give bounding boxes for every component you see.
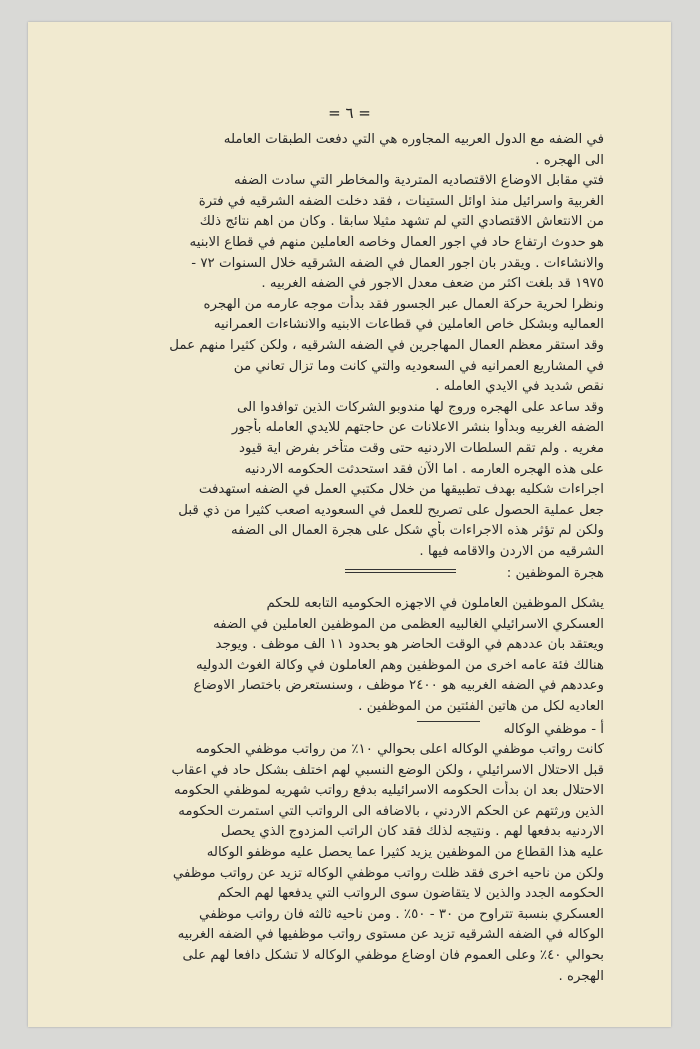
text-line: يشكل الموظفين العاملون في الاجهزه الحكوميه التابعه للحكم xyxy=(266,596,604,611)
text-line: اجراءات شكليه بهدف تطبيقها من خلال مكتبي العمل في الضفه استهدفت xyxy=(198,482,604,498)
text-line: جعل عملية الحصول على تصريح للعمل في السعوديه اصعب كثيرا من ذي قبل xyxy=(178,502,604,518)
text-line: هو حدوث ارتفاع حاد في اجور العمال وخاصه العاملين منهم في قطاع الابنيه xyxy=(189,234,604,250)
heading-text: هجرة الموظفين : xyxy=(506,566,604,582)
text-line: الى الهجره . xyxy=(535,152,604,168)
single-rule xyxy=(417,721,480,722)
paragraph-5 xyxy=(96,594,604,718)
text-line: في الضفه مع الدول العربيه المجاوره هي التي دفعت الطبقات العامله xyxy=(223,132,604,147)
paragraph-3 xyxy=(96,295,604,398)
paragraph-1 xyxy=(96,130,604,171)
section-heading-employees xyxy=(96,562,604,584)
text-line: الوكاله في الضفه الشرقيه تزيد عن مستوى رواتب موظفيها في الضفه الغربيه xyxy=(177,927,604,943)
text-line: والانشاءات . ويقدر بان اجور العمال في الضفه الشرقيه خلال السنوات ٧٢ - xyxy=(191,255,604,271)
text-line: العسكري بنسبة تتراوح من ٣٠ - ٥٠٪ . ومن ناحيه ثالثه فان رواتب موظفي xyxy=(199,906,604,922)
paragraph-6 xyxy=(96,740,604,987)
text-line: وقد ساعد على الهجره وروج لها مندوبو الشركات الذين توافدوا الى xyxy=(236,399,604,415)
page-number: = ٦ = xyxy=(328,104,371,122)
text-line: ولكن لم تؤثر هذه الاجراءات بأي شكل على هجرة العمال الى الضفه xyxy=(230,523,604,539)
text-line: نقص شديد في الايدي العامله . xyxy=(435,379,604,395)
text-line: بحوالي ٤٠٪ وعلى العموم فان اوضاع موظفي الوكاله لا تشكل دافعا لهم على xyxy=(182,947,604,963)
text-line: كانت رواتب موظفي الوكاله اعلى بحوالي ١٠٪ من رواتب موظفي الحكومه xyxy=(195,742,604,757)
text-line: الحكومه الجدد والذين لا يتقاضون سوى الرواتب التي يدفعها لهم الحكم xyxy=(217,886,604,902)
text-line: العسكري الاسرائيلي الغالبيه العظمى من الموظفين العاملين في الضفه xyxy=(213,616,604,632)
text-line: في المشاريع العمرانيه في السعوديه والتي كانت وما تزال تعاني من xyxy=(233,358,604,374)
text-block-top xyxy=(96,130,604,584)
text-line: على هذه الهجره العارمه . اما الآن فقد استحدثت الحكومه الاردنيه xyxy=(244,461,604,477)
text-block-bottom xyxy=(96,740,604,987)
text-line: ويعتقد بان عددهم في الوقت الحاضر هو بحدود ١١ الف موظف . ويوجد xyxy=(215,637,604,653)
text-line: الشرقيه من الاردن والاقامه فيها . xyxy=(419,543,604,559)
text-line: الاحتلال بعد ان بدأت الحكومه الاسرائيليه بدفع رواتب شهريه لموظفي الحكومه xyxy=(174,783,604,799)
paragraph-4 xyxy=(96,398,604,563)
text-line: وقد استقر معظم العمال المهاجرين في الضفه الشرقيه ، ولكن كثيرا منهم عمل xyxy=(169,337,604,353)
text-line: الضفه الغربيه وبدأوا بنشر الاعلانات عن حاجتهم للايدي العامله بأجور xyxy=(231,420,604,436)
section-heading-agency xyxy=(96,718,604,740)
text-line: العماليه وبشكل خاص العاملين في قطاعات الابنيه والانشاءات العمرانيه xyxy=(213,317,604,333)
text-line: قبل الاحتلال الاسرائيلي ، ولكن الوضع النسبي لهم اختلف بشكل حاد في اعقاب xyxy=(171,762,604,778)
text-line: العاديه لكل من هاتين الفئتين من الموظفين . xyxy=(358,698,604,714)
text-line: الذين ورثتهم عن الحكم الاردني ، بالاضافه الى الرواتب التي استمرت الحكومه xyxy=(178,803,604,819)
text-line: فتي مقابل الاوضاع الاقتصاديه المتردية والمخاطر التي سادت الضفه xyxy=(233,173,604,189)
text-line: ولكن من ناحيه اخرى فقد ظلت رواتب موظفي الوكاله تزيد عن رواتب موظفي xyxy=(172,865,604,881)
text-line: وعددهم في الضفه الغربيه هو ٢٤٠٠ موظف ، وسنستعرض باختصار الاوضاع xyxy=(193,678,604,694)
paragraph-2 xyxy=(96,171,604,295)
double-rule xyxy=(345,569,456,573)
heading-text: أ - موظفي الوكاله xyxy=(503,721,604,737)
text-line: مغريه . ولم تقم السلطات الاردنيه حتى وقت متأخر بفرض اية قيود xyxy=(239,440,604,456)
text-block-middle xyxy=(96,594,604,740)
text-line: الهجره . xyxy=(558,968,604,984)
text-line: ونظرا لحرية حركة العمال عبر الجسور فقد بدأت موجه عارمه من الهجره xyxy=(203,296,604,312)
text-line: عليه هذا القطاع من الموظفين يزيد كثيرا عما يحصل عليه موظفو الوكاله xyxy=(206,844,604,860)
text-line: ١٩٧٥ قد بلغت اكثر من ضعف معدل الاجور في الضفه الغربيه . xyxy=(261,276,604,292)
text-line: من الانتعاش الاقتصادي التي لم تشهد مثيلا سابقا . وكان من اهم نتائج ذلك xyxy=(199,214,604,230)
text-line: الغربية واسرائيل منذ اوائل الستينات ، فقد دخلت الضفه الشرقيه في فترة xyxy=(198,193,604,209)
text-line: هنالك فئة عامه اخرى من الموظفين وهم العاملون في وكالة الغوث الدوليه xyxy=(195,657,604,673)
document-page xyxy=(28,22,671,1027)
text-line: الاردنيه بدفعها لهم . ونتيجه لذلك فقد كان الراتب المزدوج الذي يحصل xyxy=(220,824,604,840)
